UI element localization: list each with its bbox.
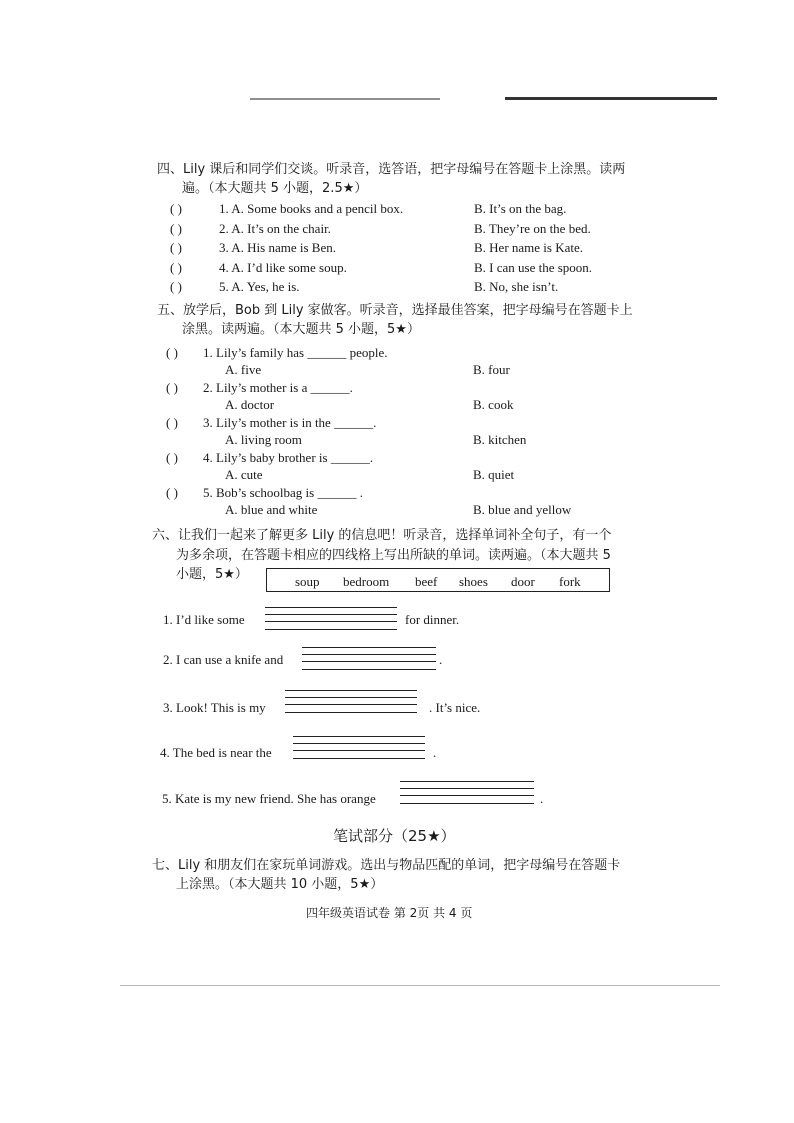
sec5-option-a: A. cute xyxy=(225,467,263,482)
sec4-option-b: B. I can use the spoon. xyxy=(474,260,593,275)
scan-mark-top-right xyxy=(505,97,717,100)
word-bank-item: beef xyxy=(415,574,438,589)
sec5-question: 2. Lily’s mother is a ______. xyxy=(203,380,353,395)
sec5-paren[interactable]: ( ) xyxy=(166,345,178,360)
sec6-sentence-post: . xyxy=(433,745,437,760)
word-bank xyxy=(266,568,610,592)
sec4-title-line1: 四、Lily 课后和同学们交谈。听录音，选答语，把字母编号在答题卡上涂黑。读两 xyxy=(157,162,626,177)
sec4-option-b: B. No, she isn’t. xyxy=(474,279,559,294)
sec5-option-b: B. cook xyxy=(473,397,514,412)
sec6-sentence-post: for dinner. xyxy=(405,612,460,627)
sec5-option-a: A. five xyxy=(225,362,262,377)
sec6-sentence-pre: 5. Kate is my new friend. She has orange xyxy=(162,791,376,806)
sec4-question: 2. A. It’s on the chair. xyxy=(219,221,331,236)
sec4-question: 4. A. I’d like some soup. xyxy=(219,260,347,275)
four-line-answer[interactable] xyxy=(293,736,425,761)
sec4-question: 5. A. Yes, he is. xyxy=(219,279,300,294)
sec4-question: 3. A. His name is Ben. xyxy=(219,240,336,255)
word-bank-item: shoes xyxy=(459,574,488,589)
four-line-answer[interactable] xyxy=(285,690,417,715)
sec5-question: 5. Bob’s schoolbag is ______ . xyxy=(203,485,363,500)
sec6-sentence-pre: 3. Look! This is my xyxy=(163,700,266,715)
page-footer: 四年级英语试卷 第 2页 共 4 页 xyxy=(306,906,473,920)
sec5-title-line1: 五、放学后，Bob 到 Lily 家做客。听录音，选择最佳答案，把字母编号在答题卡上 xyxy=(157,303,633,318)
sec5-option-b: B. quiet xyxy=(473,467,515,482)
sec5-option-a: A. doctor xyxy=(225,397,275,412)
sec7-title-line1: 七、Lily 和朋友们在家玩单词游戏。选出与物品匹配的单词，把字母编号在答题卡 xyxy=(152,858,621,873)
sec5-paren[interactable]: ( ) xyxy=(166,415,178,430)
sec5-question: 1. Lily’s family has ______ people. xyxy=(203,345,388,360)
sec4-question: 1. A. Some books and a pencil box. xyxy=(219,201,404,216)
sec6-title-line2: 为多余项，在答题卡相应的四线格上写出所缺的单词。读两遍。（本大题共 5 xyxy=(176,548,611,563)
sec4-option-b: B. Her name is Kate. xyxy=(474,240,584,255)
scan-mark-bottom xyxy=(120,985,720,986)
four-line-answer[interactable] xyxy=(302,647,436,672)
sec6-sentence-pre: 1. I’d like some xyxy=(163,612,245,627)
sec4-paren[interactable]: ( ) xyxy=(170,221,182,236)
scan-mark-top-left xyxy=(250,98,440,100)
sec6-title-line3: 小题，5★） xyxy=(176,567,248,582)
sec6-sentence-pre: 4. The bed is near the xyxy=(160,745,272,760)
sec6-title-line1: 六、让我们一起来了解更多 Lily 的信息吧！听录音，选择单词补全句子，有一个 xyxy=(152,528,612,543)
sec4-option-b: B. They’re on the bed. xyxy=(474,221,591,236)
written-part-heading: 笔试部分（25★） xyxy=(333,827,456,845)
sec4-option-b: B. It’s on the bag. xyxy=(474,201,567,216)
sec5-option-b: B. blue and yellow xyxy=(473,502,572,517)
sec6-sentence-post: . It’s nice. xyxy=(429,700,481,715)
sec5-question: 3. Lily’s mother is in the ______. xyxy=(203,415,377,430)
sec7-title-line2: 上涂黑。（本大题共 10 小题，5★） xyxy=(176,877,384,892)
sec5-question: 4. Lily’s baby brother is ______. xyxy=(203,450,374,465)
four-line-answer[interactable] xyxy=(265,607,397,632)
sec6-sentence-post: . xyxy=(540,791,544,806)
sec5-option-a: A. living room xyxy=(225,432,302,447)
sec4-paren[interactable]: ( ) xyxy=(170,201,182,216)
sec5-option-b: B. four xyxy=(473,362,510,377)
sec6-sentence-post: . xyxy=(439,652,443,667)
word-bank-item: fork xyxy=(559,574,581,589)
sec5-option-b: B. kitchen xyxy=(473,432,527,447)
sec4-paren[interactable]: ( ) xyxy=(170,240,182,255)
word-bank-item: door xyxy=(511,574,535,589)
sec5-paren[interactable]: ( ) xyxy=(166,380,178,395)
sec5-option-a: A. blue and white xyxy=(225,502,318,517)
word-bank-item: bedroom xyxy=(343,574,390,589)
sec5-title-line2: 涂黑。读两遍。（本大题共 5 小题，5★） xyxy=(182,322,420,337)
sec5-paren[interactable]: ( ) xyxy=(166,485,178,500)
sec5-paren[interactable]: ( ) xyxy=(166,450,178,465)
sec4-title-line2: 遍。（本大题共 5 小题，2.5★） xyxy=(182,181,368,196)
four-line-answer[interactable] xyxy=(400,781,534,806)
sec6-sentence-pre: 2. I can use a knife and xyxy=(163,652,284,667)
sec4-paren[interactable]: ( ) xyxy=(170,279,182,294)
sec4-paren[interactable]: ( ) xyxy=(170,260,182,275)
word-bank-item: soup xyxy=(295,574,320,589)
